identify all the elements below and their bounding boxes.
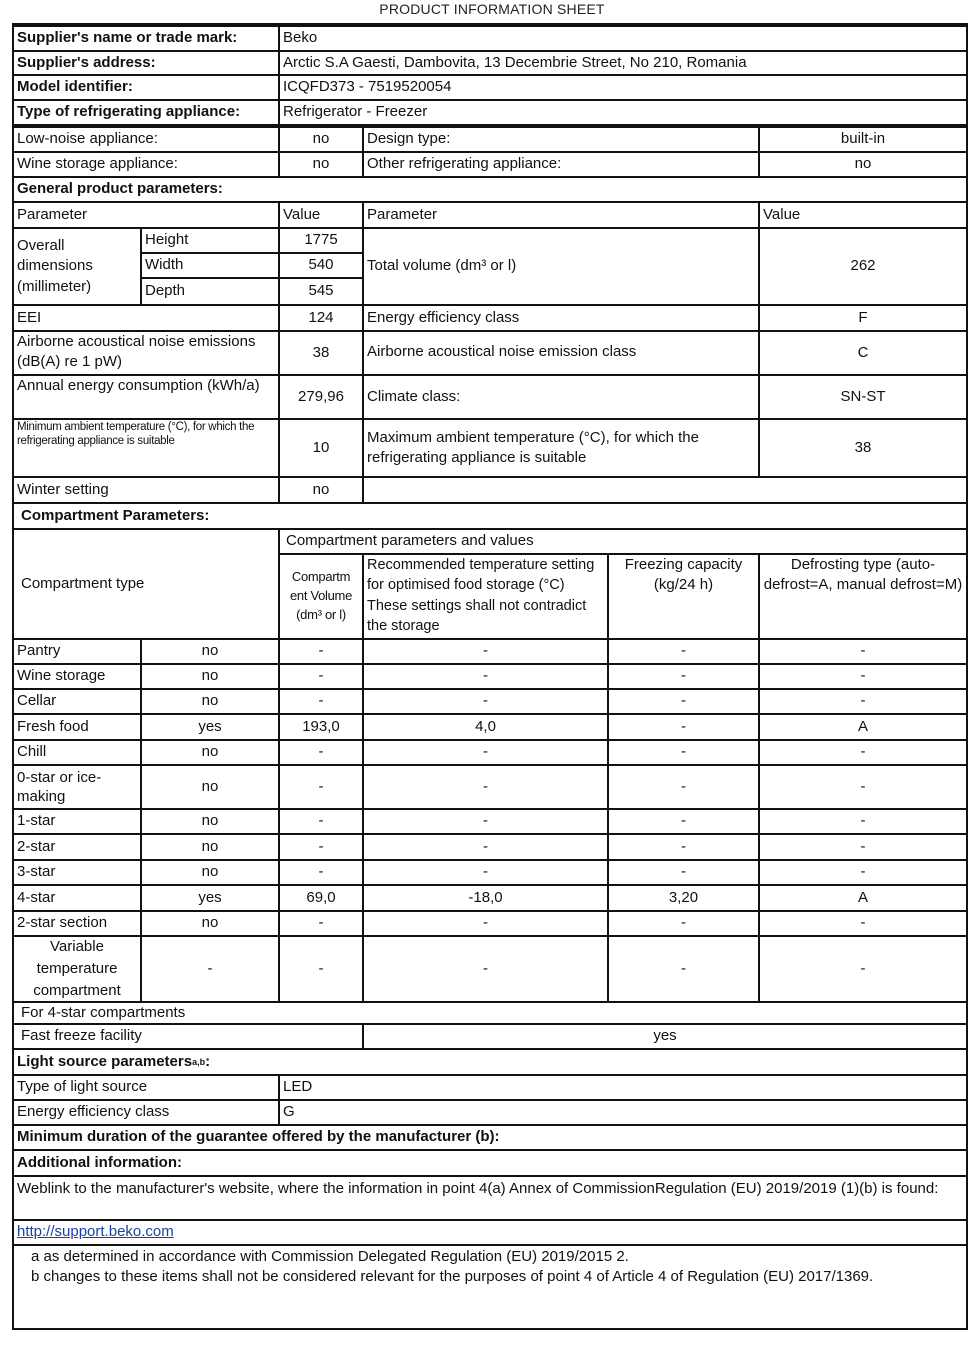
compartment-parameters-heading: Compartment Parameters: xyxy=(12,502,968,530)
other-appliance-value: no xyxy=(758,151,968,178)
compartment-freezing: 3,20 xyxy=(607,884,760,912)
compartment-present: no xyxy=(140,808,280,835)
compartment-freezing: - xyxy=(607,688,760,715)
compartment-volume: - xyxy=(278,638,364,665)
light-source-footnote-marker: a,b xyxy=(192,1056,206,1067)
compartment-freezing: - xyxy=(607,713,760,741)
header-parameter-2: Parameter xyxy=(362,201,760,229)
compartment-name: 1-star xyxy=(12,808,142,835)
model-identifier-label: Model identifier: xyxy=(12,74,280,101)
footnote-a: a as determined in accordance with Commission Delegated Regulation (EU) 2019/2015 2. xyxy=(31,1248,629,1265)
compartment-name: Pantry xyxy=(12,638,142,665)
width-value: 540 xyxy=(278,252,364,279)
manufacturer-website-link[interactable]: http://support.beko.com xyxy=(17,1223,174,1241)
fast-freeze-value: yes xyxy=(362,1023,968,1050)
supplier-name-label: Supplier's name or trade mark: xyxy=(12,25,280,52)
design-type-label: Design type: xyxy=(362,126,760,153)
compartment-temp: - xyxy=(362,688,609,715)
winter-setting-label: Winter setting xyxy=(12,476,280,504)
compartment-name: Cellar xyxy=(12,688,142,715)
compartment-defrost: - xyxy=(758,764,968,810)
low-noise-value: no xyxy=(278,126,364,153)
compartment-name: 0-star or ice-making xyxy=(12,764,142,810)
compartment-present: no xyxy=(140,638,280,665)
compartment-defrost: - xyxy=(758,859,968,886)
overall-dimensions-label: Overall dimensions (millimeter) xyxy=(12,227,142,306)
compartment-defrost: - xyxy=(758,663,968,690)
compartment-defrost: - xyxy=(758,833,968,861)
compartment-present: no xyxy=(140,910,280,937)
low-noise-label: Low-noise appliance: xyxy=(12,126,280,153)
freezing-capacity-header: Freezing capacity (kg/24 h) xyxy=(607,553,760,640)
four-star-compartments-label: For 4-star compartments xyxy=(12,1003,968,1025)
compartment-name: Wine storage xyxy=(12,663,142,690)
model-identifier-value: ICQFD373 - 7519520054 xyxy=(278,74,968,101)
depth-label: Depth xyxy=(140,277,280,306)
compartment-present: no xyxy=(140,764,280,810)
compartment-temp: 4,0 xyxy=(362,713,609,741)
page-title: PRODUCT INFORMATION SHEET xyxy=(379,1,605,17)
noise-emissions-value: 38 xyxy=(278,330,364,376)
light-source-heading-text: Light source parameters xyxy=(17,1052,193,1070)
compartment-defrost: - xyxy=(758,688,968,715)
other-appliance-label: Other refrigerating appliance: xyxy=(362,151,760,178)
compartment-temp: -18,0 xyxy=(362,884,609,912)
total-volume-label: Total volume (dm³ or l) xyxy=(362,227,760,306)
wine-storage-value: no xyxy=(278,151,364,178)
noise-class-label: Airborne acoustical noise emission class xyxy=(362,330,760,376)
annual-energy-value: 279,96 xyxy=(278,374,364,420)
wine-storage-label: Wine storage appliance: xyxy=(12,151,280,178)
compartment-defrost: - xyxy=(758,638,968,665)
compartment-temp: - xyxy=(362,910,609,937)
compartment-temp: - xyxy=(362,663,609,690)
compartment-present: - xyxy=(140,935,280,1003)
compartment-freezing: - xyxy=(607,808,760,835)
compartment-present: no xyxy=(140,739,280,766)
compartment-present: no xyxy=(140,688,280,715)
compartment-name: 2-star section xyxy=(12,910,142,937)
compartment-volume: - xyxy=(278,935,364,1003)
compartment-freezing: - xyxy=(607,764,760,810)
light-class-value: G xyxy=(278,1099,968,1126)
compartment-temp: - xyxy=(362,859,609,886)
compartment-name: Fresh food xyxy=(12,713,142,741)
light-source-heading xyxy=(12,1048,968,1076)
compartment-name: 3-star xyxy=(12,859,142,886)
light-type-label: Type of light source xyxy=(12,1074,280,1101)
additional-information-heading: Additional information: xyxy=(12,1149,968,1177)
max-temp-value: 38 xyxy=(758,418,968,478)
compartment-present: yes xyxy=(140,713,280,741)
compartment-freezing: - xyxy=(607,739,760,766)
compartment-defrost: A xyxy=(758,713,968,741)
energy-class-label: Energy efficiency class xyxy=(362,304,760,332)
noise-emissions-label: Airborne acoustical noise emissions (dB(A) re 1 pW) xyxy=(12,330,280,376)
compartment-volume: - xyxy=(278,663,364,690)
height-label: Height xyxy=(140,227,280,254)
total-volume-value: 262 xyxy=(758,227,968,306)
footnote-b: b changes to these items shall not be considered relevant for the purposes of point 4 of Article 4 of Regulation (EU) 2017/1369. xyxy=(31,1268,874,1286)
annual-energy-label: Annual energy consumption (kWh/a) xyxy=(12,374,280,420)
header-value-2: Value xyxy=(758,201,968,229)
climate-class-value: SN-ST xyxy=(758,374,968,420)
compartment-name: 4-star xyxy=(12,884,142,912)
light-source-heading-colon: : xyxy=(205,1052,211,1070)
height-value: 1775 xyxy=(278,227,364,254)
compartment-defrost: - xyxy=(758,910,968,937)
compartment-freezing: - xyxy=(607,638,760,665)
compartment-present: no xyxy=(140,859,280,886)
supplier-address-value: Arctic S.A Gaesti, Dambovita, 13 Decembrie Street, No 210, Romania xyxy=(278,50,968,76)
compartment-volume-header: Compartm ent Volume (dm³ or l) xyxy=(278,553,364,640)
compartment-values-header: Compartment parameters and values xyxy=(278,528,968,555)
compartment-name: 2-star xyxy=(12,833,142,861)
compartment-defrost: A xyxy=(758,884,968,912)
compartment-present: no xyxy=(140,663,280,690)
weblink-description: Weblink to the manufacturer's website, where the information in point 4(a) Annex of CommissionRegulation (EU) 2019/2019 (1)(b) is found: xyxy=(12,1175,968,1221)
compartment-temp: - xyxy=(362,833,609,861)
compartment-volume: - xyxy=(278,739,364,766)
general-parameters-heading: General product parameters: xyxy=(12,176,968,203)
min-temp-value: 10 xyxy=(278,418,364,478)
compartment-volume: - xyxy=(278,764,364,810)
compartment-name: Chill xyxy=(12,739,142,766)
compartment-volume: - xyxy=(278,808,364,835)
compartment-defrost: - xyxy=(758,808,968,835)
eei-value: 124 xyxy=(278,304,364,332)
fast-freeze-label: Fast freeze facility xyxy=(12,1023,364,1050)
compartment-temp: - xyxy=(362,764,609,810)
compartment-temp: - xyxy=(362,638,609,665)
recommended-temp-header: Recommended temperature setting for optimised food storage (°C) These settings shall not contradict the storage xyxy=(362,553,609,640)
compartment-type-header: Compartment type xyxy=(12,528,280,640)
compartment-defrost: - xyxy=(758,739,968,766)
header-value: Value xyxy=(278,201,364,229)
guarantee-duration-label: Minimum duration of the guarantee offered by the manufacturer (b): xyxy=(12,1124,968,1151)
compartment-freezing: - xyxy=(607,663,760,690)
light-type-value: LED xyxy=(278,1074,968,1101)
winter-setting-value: no xyxy=(278,476,364,504)
eei-label: EEI xyxy=(12,304,280,332)
compartment-freezing: - xyxy=(607,859,760,886)
compartment-volume: - xyxy=(278,833,364,861)
light-class-label: Energy efficiency class xyxy=(12,1099,280,1126)
compartment-defrost: - xyxy=(758,935,968,1003)
header-parameter: Parameter xyxy=(12,201,280,229)
design-type-value: built-in xyxy=(758,126,968,153)
compartment-volume: - xyxy=(278,910,364,937)
defrosting-type-header: Defrosting type (auto-defrost=A, manual defrost=M) xyxy=(758,553,968,640)
compartment-volume: - xyxy=(278,688,364,715)
compartment-volume: - xyxy=(278,859,364,886)
compartment-volume: 69,0 xyxy=(278,884,364,912)
compartment-freezing: - xyxy=(607,935,760,1003)
appliance-type-label: Type of refrigerating appliance: xyxy=(12,99,280,126)
depth-value: 545 xyxy=(278,277,364,306)
min-temp-label: Minimum ambient temperature (°C), for which the refrigerating appliance is suitable xyxy=(12,418,280,478)
max-temp-label: Maximum ambient temperature (°C), for which the refrigerating appliance is suitable xyxy=(362,418,760,478)
supplier-name-value: Beko xyxy=(278,25,968,52)
footnotes xyxy=(12,1244,968,1330)
appliance-type-value: Refrigerator - Freezer xyxy=(278,99,968,126)
compartment-name: Variable temperature compartment xyxy=(12,935,142,1003)
compartment-temp: - xyxy=(362,935,609,1003)
compartment-temp: - xyxy=(362,739,609,766)
compartment-present: no xyxy=(140,833,280,861)
winter-setting-empty xyxy=(362,476,968,504)
compartment-temp: - xyxy=(362,808,609,835)
weblink-row xyxy=(12,1219,968,1246)
climate-class-label: Climate class: xyxy=(362,374,760,420)
energy-class-value: F xyxy=(758,304,968,332)
noise-class-value: C xyxy=(758,330,968,376)
compartment-volume: 193,0 xyxy=(278,713,364,741)
width-label: Width xyxy=(140,252,280,279)
compartment-freezing: - xyxy=(607,910,760,937)
supplier-address-label: Supplier's address: xyxy=(12,50,280,76)
compartment-present: yes xyxy=(140,884,280,912)
compartment-freezing: - xyxy=(607,833,760,861)
